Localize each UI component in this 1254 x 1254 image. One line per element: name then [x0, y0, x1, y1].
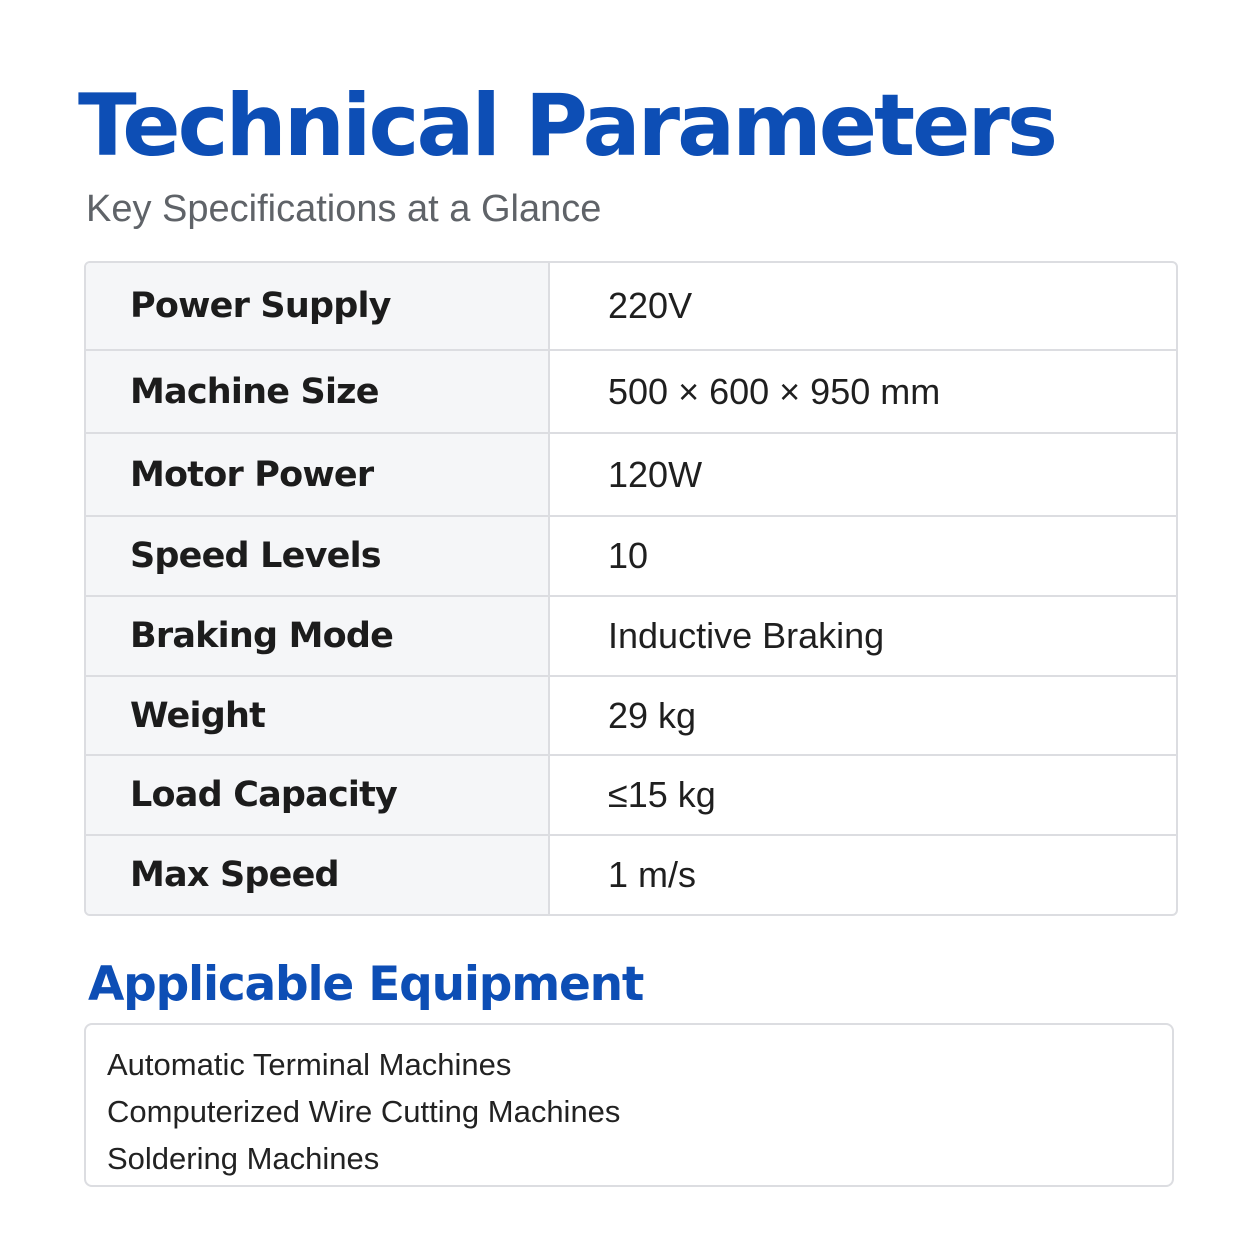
spec-value: 10 [608, 535, 649, 576]
spec-value-cell [550, 263, 1176, 349]
page-title: Technical Parameters [78, 76, 1056, 176]
spec-value-cell [550, 756, 1176, 834]
spec-label: Weight [130, 695, 265, 736]
spec-label: Load Capacity [130, 775, 398, 815]
spec-value: 29 kg [608, 694, 697, 736]
list-item: Soldering Machines [107, 1141, 380, 1176]
applicable-equipment-list [84, 1023, 1174, 1187]
spec-label-cell [86, 351, 550, 432]
spec-value-cell [550, 677, 1176, 754]
spec-label-cell [86, 756, 550, 834]
spec-value: 120W [608, 453, 703, 495]
spec-label-cell [86, 434, 550, 515]
spec-label: Max Speed [130, 855, 339, 895]
spec-row-power-supply [86, 263, 1176, 349]
spec-label: Power Supply [130, 286, 391, 326]
page-subtitle: Key Specifications at a Glance [86, 188, 602, 230]
spec-value-cell [550, 836, 1176, 914]
spec-row-machine-size [86, 349, 1176, 432]
spec-label: Motor Power [130, 454, 374, 495]
spec-label-cell [86, 836, 550, 914]
spec-label: Speed Levels [130, 536, 381, 576]
list-item: Automatic Terminal Machines [107, 1047, 512, 1082]
spec-row-weight [86, 675, 1176, 754]
spec-label-cell [86, 517, 550, 595]
spec-value-cell [550, 597, 1176, 675]
spec-label: Machine Size [130, 371, 379, 412]
spec-value: Inductive Braking [608, 615, 885, 656]
spec-row-speed-levels [86, 515, 1176, 595]
spec-label-cell [86, 677, 550, 754]
spec-label-cell [86, 263, 550, 349]
spec-table [84, 261, 1178, 916]
spec-value-cell [550, 517, 1176, 595]
spec-label-cell [86, 597, 550, 675]
spec-row-max-speed [86, 834, 1176, 914]
spec-value: ≤15 kg [608, 774, 716, 815]
spec-value: 220V [608, 285, 693, 326]
applicable-equipment-heading: Applicable Equipment [88, 957, 644, 1012]
spec-row-braking-mode [86, 595, 1176, 675]
spec-label: Braking Mode [130, 616, 394, 656]
spec-value-cell [550, 434, 1176, 515]
spec-row-load-capacity [86, 754, 1176, 834]
spec-value: 500 × 600 × 950 mm [608, 370, 941, 412]
spec-value: 1 m/s [608, 854, 697, 895]
spec-value-cell [550, 351, 1176, 432]
list-item: Computerized Wire Cutting Machines [107, 1094, 621, 1129]
spec-row-motor-power [86, 432, 1176, 515]
